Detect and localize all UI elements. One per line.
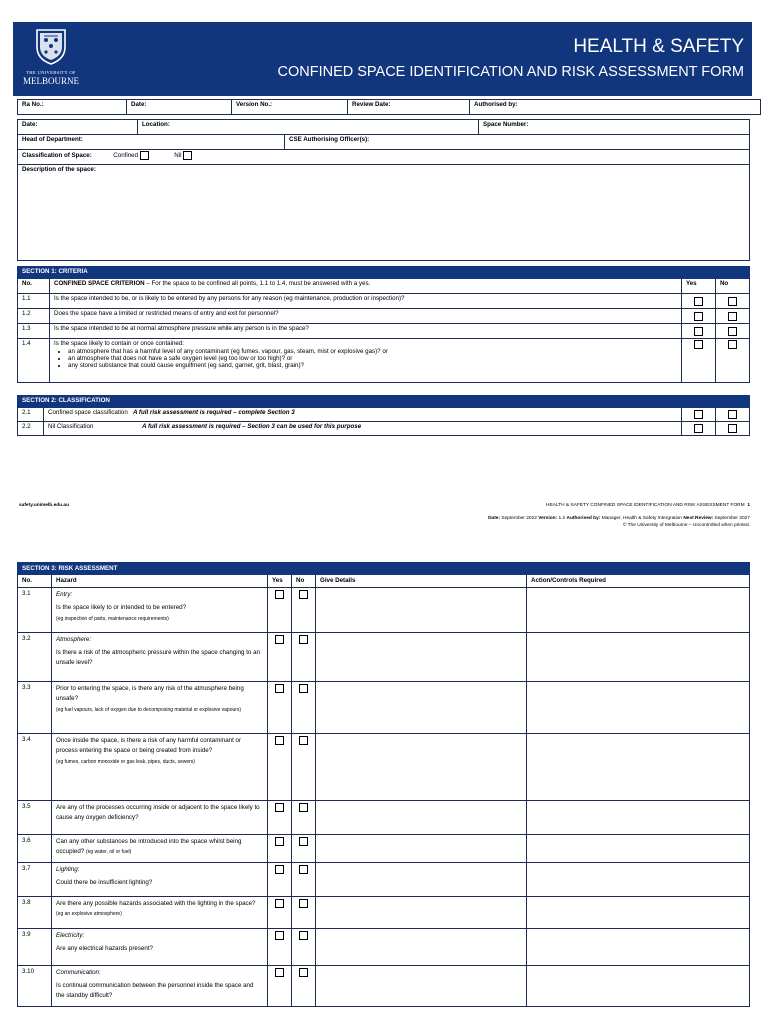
footer-form-title: HEALTH & SAFETY CONFINED SPACE IDENTIFICATION AND RISK ASSESSMENT FORM (545, 503, 745, 508)
cse-officer-field[interactable]: CSE Authorising Officer(s): (285, 135, 750, 150)
logo-line1: THE UNIVERSITY OF (26, 70, 76, 75)
page-subtitle: CONFINED SPACE IDENTIFICATION AND RISK ASSESSMENT FORM (277, 64, 744, 80)
version-no-field[interactable]: Version No.: (232, 100, 348, 115)
s3-action-field[interactable] (527, 633, 750, 682)
location-field[interactable]: Location: (138, 120, 479, 135)
s3-action-field[interactable] (527, 835, 750, 863)
s1-row-no: 1.3 (18, 324, 50, 339)
s1-criterion-text: – For the space to be confined all points, 1.1 to 1.4, must be answered with a yes. (144, 280, 371, 287)
s3-hazard (52, 801, 268, 835)
s3-note: (eg water, oil or fuel) (85, 849, 132, 855)
section3-table (17, 562, 750, 1007)
s3-col-no: No. (18, 575, 52, 588)
s3-details-field[interactable] (316, 734, 527, 801)
s2-row-text (44, 422, 682, 436)
s3-hazard-label: Entry: (56, 591, 73, 598)
s3-hazard (52, 734, 268, 801)
review-date-field[interactable]: Review Date: (348, 100, 470, 115)
s3-hazard-question (56, 684, 263, 704)
s3-question-text: Could there be insufficient lighting? (56, 879, 153, 886)
classification-label: Classification of Space: (22, 152, 92, 160)
s3-row (18, 682, 750, 734)
s3-no-checkbox[interactable] (299, 635, 308, 644)
s1-no-checkbox[interactable] (728, 340, 737, 349)
s2-no-checkbox[interactable] (728, 410, 737, 419)
footer-authorised-label: Authorised by: (566, 516, 601, 521)
footer-version-label: Version: (538, 516, 558, 521)
s3-hazard-question (56, 944, 263, 954)
section1-table (17, 266, 750, 383)
s1-bullet: • any stored substance that could cause engulfment (eg sand, garnet, grit, blast, grain)? (68, 362, 677, 369)
s3-row (18, 633, 750, 682)
s3-row (18, 897, 750, 929)
s1-col-no: No. (18, 279, 50, 294)
s3-no-checkbox[interactable] (299, 837, 308, 846)
s1-bullet: • an atmosphere that does not have a safe oxygen level (eg too low or too high)? or (68, 355, 677, 362)
s3-action-field[interactable] (527, 897, 750, 929)
nil-label: Nil (174, 152, 182, 160)
authorised-by-field[interactable]: Authorised by: (470, 100, 761, 115)
s3-yes-checkbox[interactable] (275, 899, 284, 908)
page-number: 1 (747, 503, 750, 508)
s3-yes-checkbox[interactable] (275, 837, 284, 846)
s1-row-no: 1.1 (18, 294, 50, 309)
s3-question-text: Is there a risk of the atmospheric pressure within the space changing to an unsafe level? (56, 649, 260, 666)
s1-criterion (50, 279, 682, 294)
s3-details-field[interactable] (316, 801, 527, 835)
confined-checkbox[interactable] (140, 151, 149, 160)
s3-details-field[interactable] (316, 897, 527, 929)
s3-no-checkbox[interactable] (299, 899, 308, 908)
footer-next-review-label: Next Review: (683, 516, 714, 521)
s3-question-text: Are any of the processes occurring inside or adjacent to the space likely to cause any oxygen deficiency? (56, 804, 260, 821)
s1-yes-checkbox[interactable] (694, 340, 703, 349)
s2-row-text (44, 408, 682, 422)
s3-hazard-question (56, 837, 263, 857)
description-field[interactable]: Description of the space: (18, 165, 750, 261)
s3-hazard-question (56, 603, 263, 613)
s3-yes-checkbox[interactable] (275, 931, 284, 940)
s1-yes-checkbox[interactable] (694, 327, 703, 336)
s3-note: (eg fumes, carbon monoxide or gas leak, pipes, ducts, sewers) (56, 759, 195, 765)
section2-table (17, 395, 750, 436)
s3-action-field[interactable] (527, 966, 750, 1007)
s3-row-no: 3.3 (18, 682, 52, 734)
s3-yes-checkbox[interactable] (275, 968, 284, 977)
s3-question-text: Can any other substances be introduced into the space whilst being occupied? (56, 838, 242, 855)
s1-bullet: • an atmosphere that has a harmful level of any contaminant (eg fumes, vapour, gas, steam, mist or explosive gas)? or (68, 348, 677, 355)
s3-row (18, 929, 750, 966)
s3-hazard-question (56, 878, 263, 888)
s2-label: Nil Classification (48, 423, 94, 430)
s3-no-checkbox[interactable] (299, 803, 308, 812)
s2-note: A full risk assessment is required – Section 3 can be used for this purpose (142, 423, 362, 430)
s3-details-field[interactable] (316, 863, 527, 897)
s1-row-text: Is the space intended to be, or is likely to be entered by any persons for any reason (eg maintenance, production or inspection)? (50, 294, 682, 309)
s3-row-no: 3.4 (18, 734, 52, 801)
section1-title: SECTION 1: CRITERIA (18, 267, 750, 279)
s3-row (18, 835, 750, 863)
s2-row-no: 2.2 (18, 422, 44, 436)
s3-action-field[interactable] (527, 734, 750, 801)
s3-action-field[interactable] (527, 863, 750, 897)
s3-row-no: 3.5 (18, 801, 52, 835)
s3-question-text: Are there any possible hazards associated with the lighting in the space? (56, 900, 256, 907)
s3-question-text: Is continual communication between the personnel inside the space and the standby difficult? (56, 982, 254, 999)
space-number-field[interactable]: Space Number: (479, 120, 750, 135)
s2-note: A full risk assessment is required – complete Section 3 (132, 409, 295, 416)
s3-no-checkbox[interactable] (299, 865, 308, 874)
s3-col-details: Give Details (316, 575, 527, 588)
confined-label: Confined (113, 152, 139, 160)
s2-yes-checkbox[interactable] (694, 424, 703, 433)
s3-no-checkbox[interactable] (299, 590, 308, 599)
s3-row-no: 3.2 (18, 633, 52, 682)
head-of-department-field[interactable]: Head of Department: (18, 135, 285, 150)
s3-col-hazard: Hazard (52, 575, 268, 588)
logo-line2: MELBOURNE (23, 76, 79, 86)
s3-yes-checkbox[interactable] (275, 865, 284, 874)
s1-criterion-label: CONFINED SPACE CRITERION (54, 280, 145, 287)
s3-row (18, 588, 750, 633)
footer-meta (488, 516, 750, 521)
s3-hazard (52, 897, 268, 929)
s3-details-field[interactable] (316, 966, 527, 1007)
s3-row-no: 3.6 (18, 835, 52, 863)
s3-hazard-question (56, 803, 263, 823)
s3-row (18, 966, 750, 1007)
meta-date-field[interactable]: Date: (127, 100, 232, 115)
university-logo (20, 25, 82, 92)
s1-yes-checkbox[interactable] (694, 297, 703, 306)
s3-row-no: 3.7 (18, 863, 52, 897)
section3-title: SECTION 3: RISK ASSESSMENT (18, 563, 750, 575)
s3-col-no2: No (292, 575, 316, 588)
s1-col-no2: No (715, 279, 749, 294)
s1-no-checkbox[interactable] (728, 327, 737, 336)
s3-note: (eg fuel vapours, lack of oxygen due to decomposing material or explosive vapours) (56, 707, 242, 713)
header-banner (13, 22, 752, 96)
s3-yes-checkbox[interactable] (275, 736, 284, 745)
s3-row-no: 3.10 (18, 966, 52, 1007)
s3-question-text: Once inside the space, is there a risk of any harmful contaminant or process entering the space or being created from inside? (56, 737, 242, 754)
s3-hazard (52, 633, 268, 682)
s2-yes-checkbox[interactable] (694, 410, 703, 419)
s3-hazard-label: Electricity: (56, 932, 85, 939)
s3-no-checkbox[interactable] (299, 736, 308, 745)
meta-table (17, 99, 761, 115)
s1-col-yes: Yes (681, 279, 715, 294)
s3-question-text: Prior to entering the space, is there any risk of the atmosphere being unsafe? (56, 685, 244, 702)
s3-details-field[interactable] (316, 835, 527, 863)
s3-yes-checkbox[interactable] (275, 590, 284, 599)
s1-no-checkbox[interactable] (728, 312, 737, 321)
s3-details-field[interactable] (316, 633, 527, 682)
nil-checkbox[interactable] (183, 151, 192, 160)
s3-question-text: Are any electrical hazards present? (56, 945, 153, 952)
s3-hazard-label: Communication: (56, 969, 101, 976)
s1-bullet-list (54, 348, 677, 369)
s3-row-no: 3.9 (18, 929, 52, 966)
s3-hazard-question (56, 899, 263, 919)
s1-row-no: 1.2 (18, 309, 50, 324)
s3-hazard (52, 588, 268, 633)
s3-action-field[interactable] (527, 801, 750, 835)
footer-copyright: © The University of Melbourne – Uncontrolled when printed. (622, 523, 750, 528)
s3-hazard (52, 835, 268, 863)
s3-row (18, 734, 750, 801)
s3-hazard-question (56, 981, 263, 1001)
s3-no-checkbox[interactable] (299, 684, 308, 693)
s3-action-field[interactable] (527, 682, 750, 734)
footer-authorised: Manager, Health & Safety Intergration (601, 516, 682, 521)
footer-date: September 2022 (501, 516, 537, 521)
s3-note: (eg an explosive atmosphere) (56, 911, 122, 917)
s2-no-checkbox[interactable] (728, 424, 737, 433)
s1-row-no: 1.4 (18, 339, 50, 383)
s3-action-field[interactable] (527, 929, 750, 966)
s3-yes-checkbox[interactable] (275, 635, 284, 644)
s3-row-no: 3.8 (18, 897, 52, 929)
s3-action-field[interactable] (527, 588, 750, 633)
s3-yes-checkbox[interactable] (275, 684, 284, 693)
s3-hazard (52, 682, 268, 734)
ra-no-field[interactable]: Ra No.: (18, 100, 127, 115)
s3-hazard (52, 863, 268, 897)
s3-details-field[interactable] (316, 929, 527, 966)
crest-icon (34, 27, 68, 65)
section2-title: SECTION 2: CLASSIFICATION (18, 396, 750, 408)
s3-no-checkbox[interactable] (299, 931, 308, 940)
s3-col-action: Action/Controls Required (527, 575, 750, 588)
s2-row-no: 2.1 (18, 408, 44, 422)
footer-date-label: Date: (488, 516, 501, 521)
footer-title (546, 503, 750, 508)
s3-details-field[interactable] (316, 682, 527, 734)
s3-hazard-label: Lighting: (56, 866, 80, 873)
s3-col-yes: Yes (268, 575, 292, 588)
footer-version: 1.2 (558, 516, 566, 521)
s3-yes-checkbox[interactable] (275, 803, 284, 812)
s3-hazard-question (56, 648, 263, 668)
date-field[interactable]: Date: (18, 120, 138, 135)
s3-hazard (52, 929, 268, 966)
s3-row (18, 801, 750, 835)
page-title: HEALTH & SAFETY (573, 36, 744, 57)
s3-row (18, 863, 750, 897)
s3-details-field[interactable] (316, 588, 527, 633)
s3-hazard (52, 966, 268, 1007)
footer-site[interactable]: safety.unimelb.edu.au (19, 503, 70, 508)
s2-label: Confined space classification (48, 409, 128, 416)
footer-next-review: September 2027 (714, 516, 750, 521)
classification-row (18, 150, 750, 165)
s1-row-text (50, 339, 682, 383)
s3-no-checkbox[interactable] (299, 968, 308, 977)
details-table (17, 119, 750, 261)
s3-note: (eg inspection of parts, maintenance requirements) (56, 616, 169, 622)
s1-no-checkbox[interactable] (728, 297, 737, 306)
s1-yes-checkbox[interactable] (694, 312, 703, 321)
s3-hazard-question (56, 736, 263, 756)
s3-hazard-label: Atmosphere: (56, 636, 92, 643)
s1-row-text: Does the space have a limited or restricted means of entry and exit for personnel? (50, 309, 682, 324)
s3-row-no: 3.1 (18, 588, 52, 633)
s3-question-text: Is the space likely to or intended to be entered? (56, 604, 187, 611)
s1-row14-text: Is the space likely to contain or once contained: (54, 340, 185, 347)
s1-row-text: Is the space intended to be at normal atmosphere pressure while any person is in the space? (50, 324, 682, 339)
